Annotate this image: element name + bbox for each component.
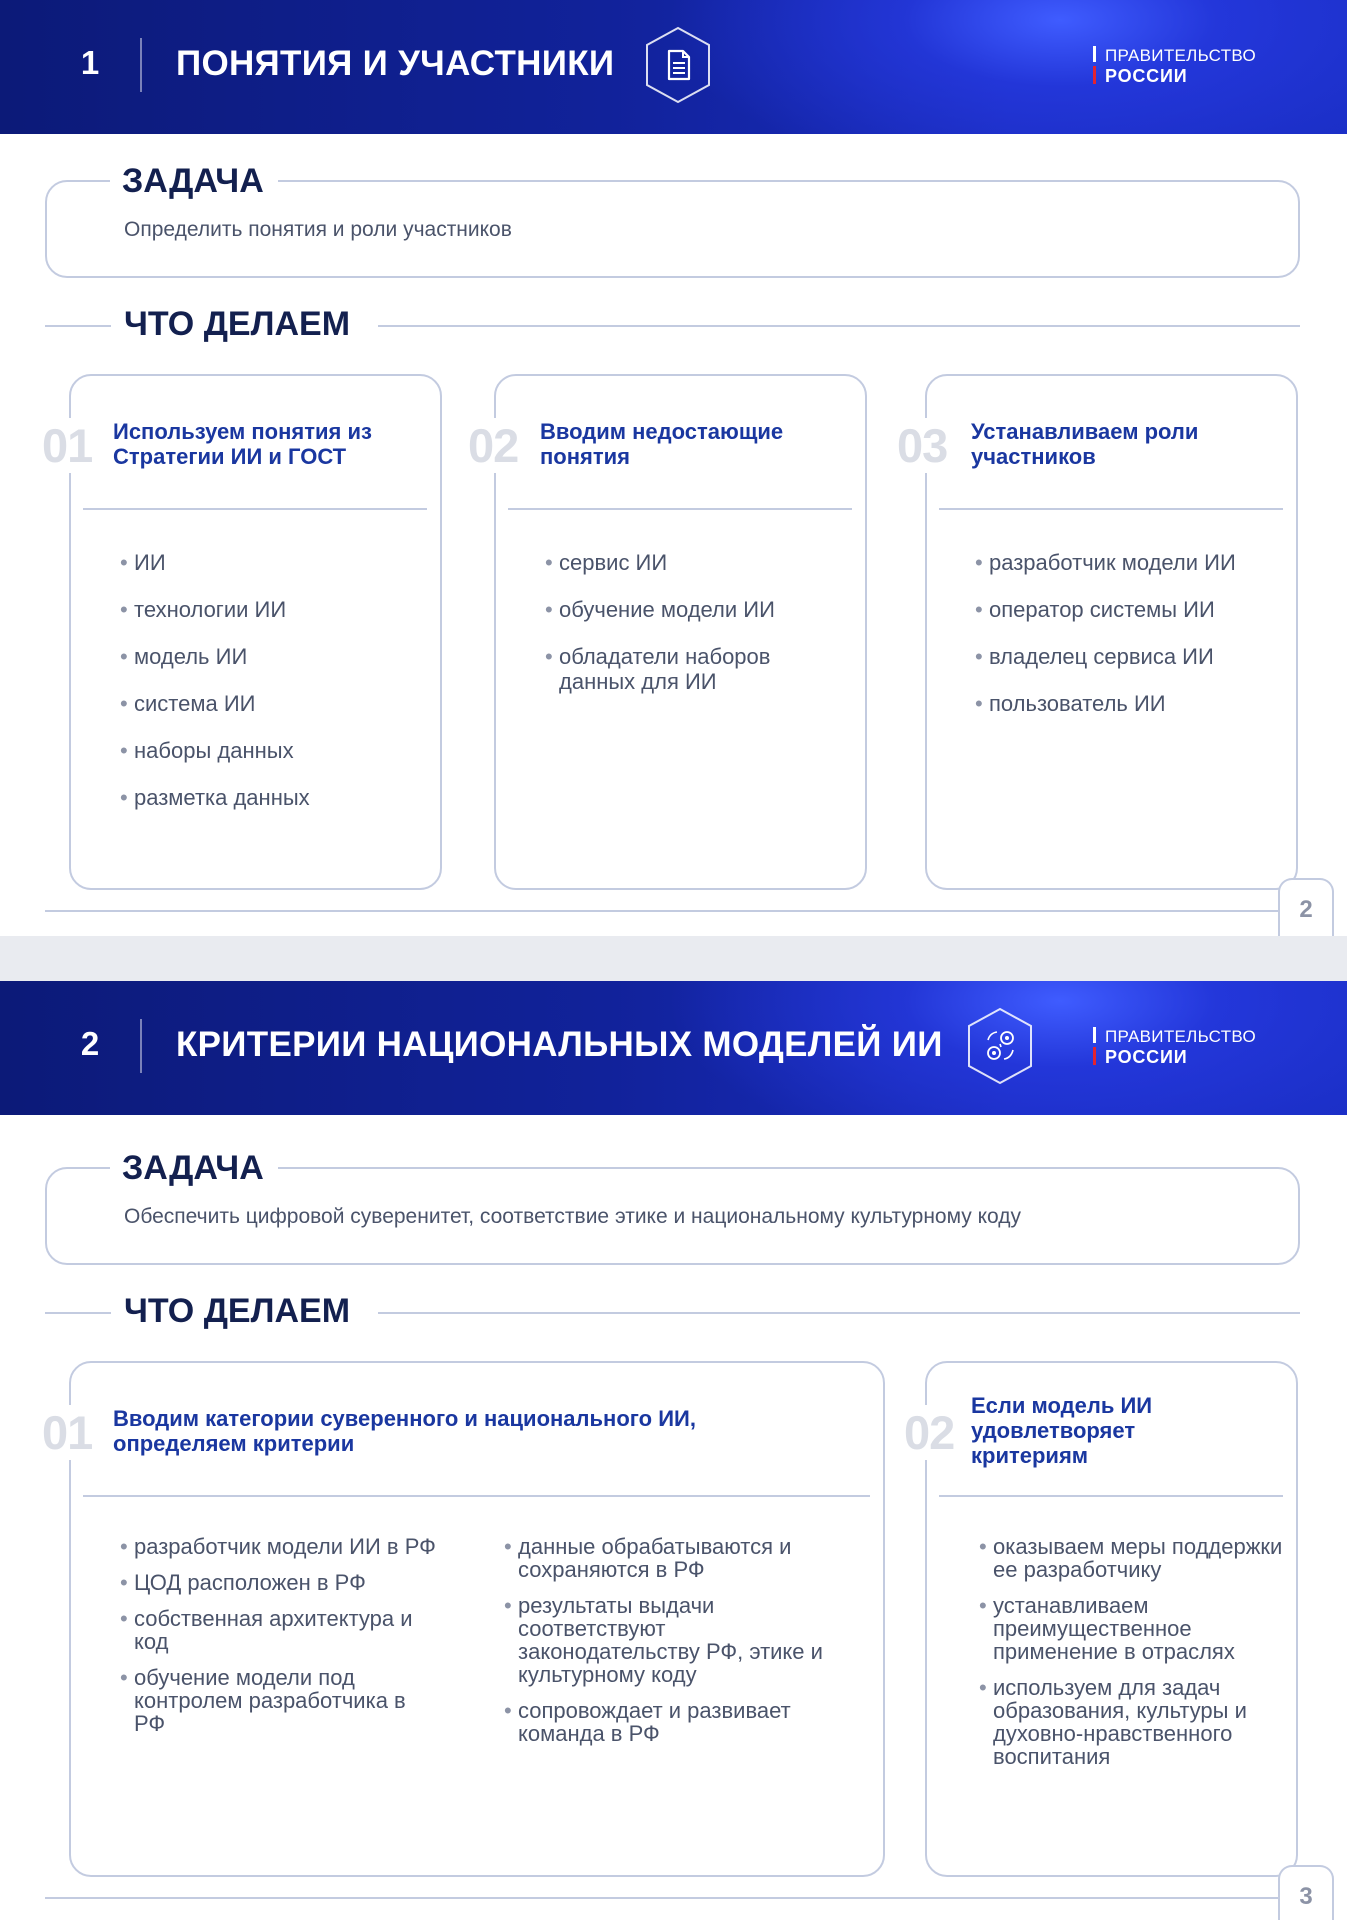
list-item: • оператор системы ИИ [975,597,1285,622]
section-line-left [45,325,111,327]
list-item: • результаты выдачи соответствуют законодательству РФ, этике и культурному коду [504,1594,834,1686]
header-divider [140,1019,142,1073]
card-1-list-left [120,1535,440,1735]
logo-line-2: РОССИИ [1105,1047,1188,1067]
card-separator [83,1495,870,1497]
card-title: Используем понятия из Стратегии ИИ и ГОСТ [113,419,372,469]
card-number: 01 [38,1405,96,1460]
task-heading: ЗАДАЧА [110,1149,278,1188]
list-item: • разметка данных [120,785,420,810]
list-item: • обучение модели под контролем разработчика в РФ [120,1666,440,1735]
list-item: • сервис ИИ [545,550,845,575]
list-item: • оказываем меры поддержки ее разработчику [979,1535,1289,1581]
slide-1 [0,0,1347,936]
slide-title: КРИТЕРИИ НАЦИОНАЛЬНЫХ МОДЕЛЕЙ ИИ [176,1025,943,1064]
card-3-list [975,550,1285,716]
list-item: • система ИИ [120,691,420,716]
card-2-list [979,1535,1289,1768]
list-item: • технологии ИИ [120,597,420,622]
card-title: Если модель ИИ удовлетворяет критериям [971,1393,1153,1468]
section-line-right [378,325,1300,327]
list-item: • используем для задач образования, культуры и духовно-нравственного воспитания [979,1676,1289,1768]
document-icon [642,25,714,105]
slide-number: 2 [80,1025,100,1062]
slide-header [0,0,1347,134]
slide-number: 1 [80,44,100,81]
section-line-right [378,1312,1300,1314]
card-title: Вводим недостающие понятия [540,419,784,469]
list-item: • разработчик модели ИИ в РФ [120,1535,440,1558]
footer-line [45,910,1278,912]
section-line-left [45,1312,111,1314]
page-number-tab [1278,1865,1334,1920]
list-item: • ЦОД расположен в РФ [120,1571,440,1594]
slide-title: ПОНЯТИЯ И УЧАСТНИКИ [176,44,615,83]
government-logo [1093,1025,1293,1069]
list-item: • данные обрабатываются и сохраняются в РФ [504,1535,834,1581]
logo-line-2: РОССИИ [1105,66,1188,86]
list-item: • обладатели наборов данных для ИИ [545,644,845,694]
card-number: 03 [893,418,951,473]
list-item: • сопровождает и развивает команда в РФ [504,1699,834,1745]
logo-line-1: ПРАВИТЕЛЬСТВО [1105,1027,1256,1046]
list-item: • ИИ [120,550,420,575]
section-heading: ЧТО ДЕЛАЕМ [124,1292,351,1330]
card-title: Вводим категории суверенного и национального ИИ, определяем критерии [113,1406,696,1456]
list-item: • наборы данных [120,738,420,763]
card-separator [508,508,852,510]
government-logo [1093,44,1293,88]
card-1-list [120,550,420,810]
card-separator [939,508,1283,510]
list-item: • пользователь ИИ [975,691,1285,716]
card-2-list [545,550,845,694]
slide-header [0,981,1347,1115]
task-text: Определить понятия и роли участников [124,218,512,241]
task-text: Обеспечить цифровой суверенитет, соответствие этике и национальному культурному коду [124,1205,1022,1228]
card-separator [939,1495,1283,1497]
list-item: • обучение модели ИИ [545,597,845,622]
list-item: • владелец сервиса ИИ [975,644,1285,669]
header-divider [140,38,142,92]
ai-network-icon [964,1006,1036,1086]
card-title: Устанавливаем роли участников [971,419,1199,469]
list-item: • устанавливаем преимущественное применение в отраслях [979,1594,1289,1663]
card-separator [83,508,427,510]
list-item: • собственная архитектура и код [120,1607,440,1653]
page-number-tab [1278,878,1334,936]
card-number: 01 [38,418,96,473]
page-number: 3 [1299,1883,1313,1910]
footer-line [45,1897,1278,1899]
list-item: • модель ИИ [120,644,420,669]
card-1-list-right [504,1535,834,1745]
card-number: 02 [464,418,522,473]
section-heading: ЧТО ДЕЛАЕМ [124,305,351,343]
logo-line-1: ПРАВИТЕЛЬСТВО [1105,46,1256,65]
slide-2 [0,981,1347,1920]
list-item: • разработчик модели ИИ [975,550,1285,575]
task-heading: ЗАДАЧА [110,162,278,201]
card-number: 02 [900,1405,958,1460]
page-number: 2 [1299,896,1313,923]
